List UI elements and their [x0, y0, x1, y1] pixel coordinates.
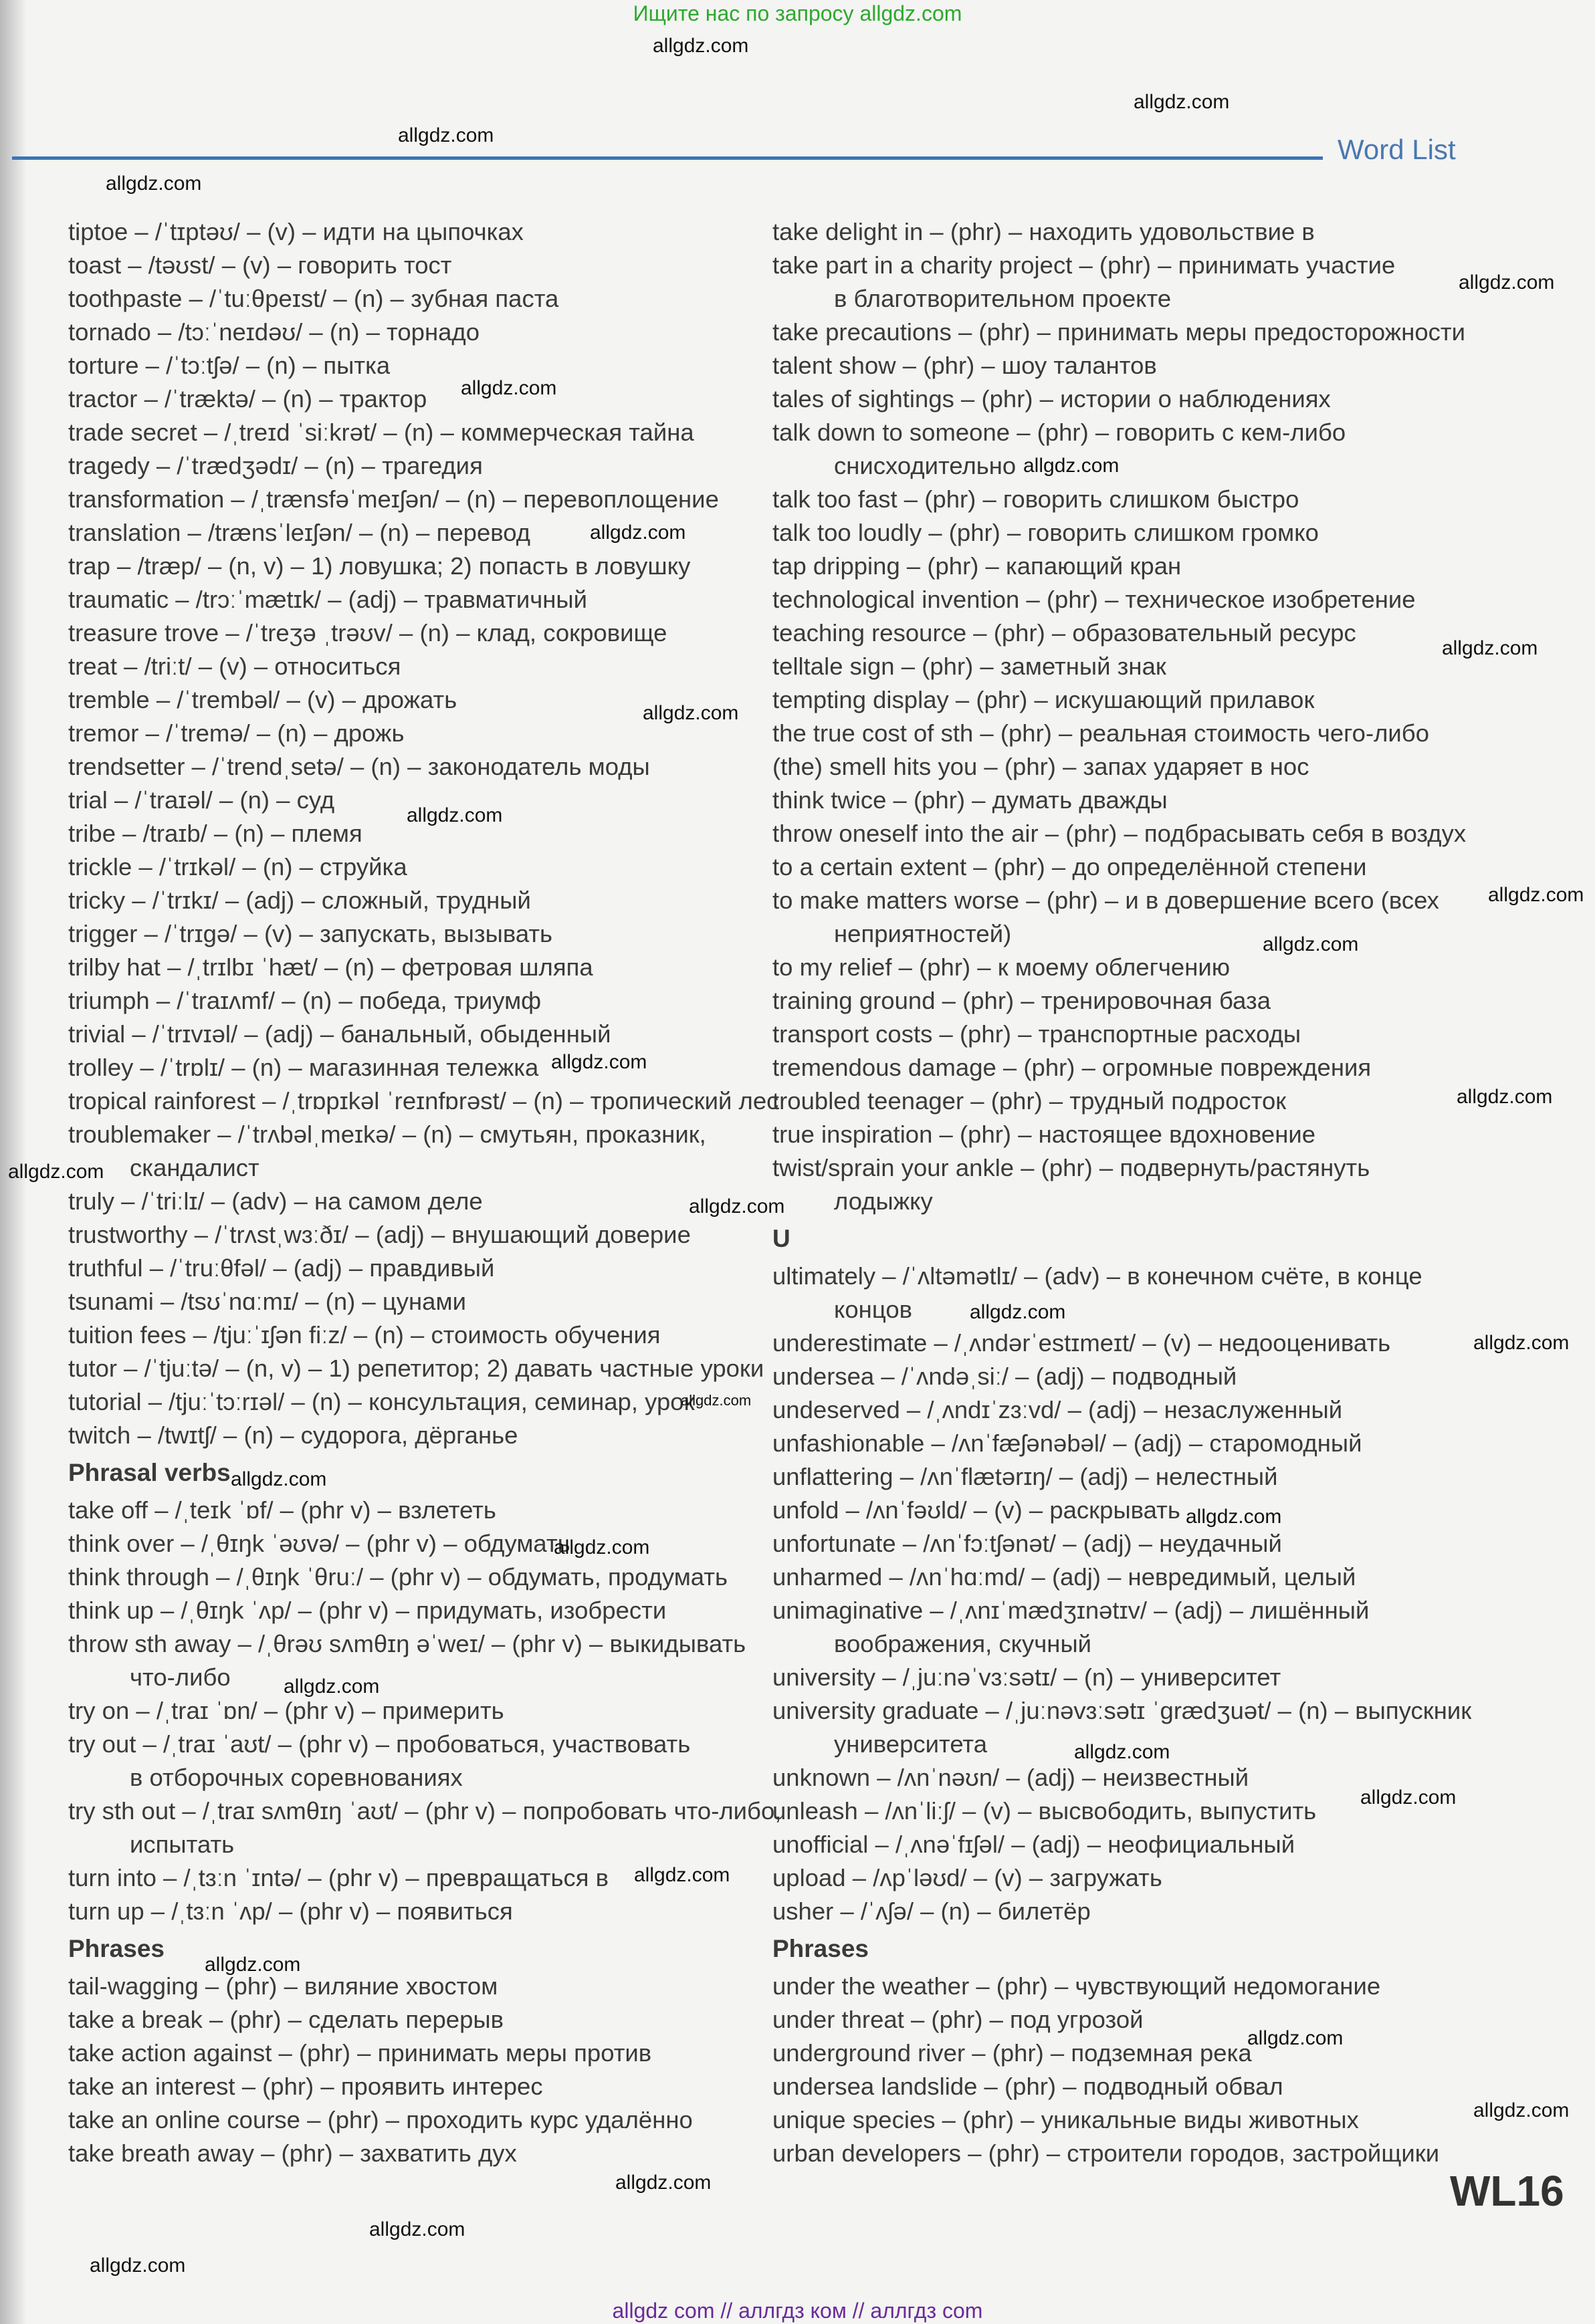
watermark: allgdz.com [407, 804, 503, 826]
entry-continuation: в благотворительном проекте [834, 285, 1172, 312]
word-entry: tutor – /ˈtjuːtə/ – (n, v) – 1) репетитор; 2) давать частные уроки [68, 1355, 764, 1382]
watermark: allgdz.com [284, 1675, 380, 1698]
word-entry: turn into – /ˌtɜːn ˈɪntə/ – (phr v) – превращаться в [68, 1864, 609, 1891]
word-entry: tuition fees – /tjuːˈɪʃən fiːz/ – (n) – стоимость обучения [68, 1321, 661, 1349]
word-entry: unimaginative – /ˌʌnɪˈmædʒɪnətɪv/ – (adj) – лишённый [772, 1597, 1370, 1624]
entry-continuation: концов [834, 1296, 913, 1323]
watermark: allgdz.com [1457, 1086, 1553, 1108]
word-entry: triumph – /ˈtraɪʌmf/ – (n) – победа, триумф [68, 987, 542, 1014]
word-entry: torture – /ˈtɔːtʃə/ – (n) – пытка [68, 352, 391, 379]
word-entry: undersea – /ˈʌndəˌsiː/ – (adj) – подводный [772, 1363, 1237, 1390]
word-entry: take an interest – (phr) – проявить интерес [68, 2073, 543, 2100]
word-entry: think twice – (phr) – думать дважды [772, 786, 1168, 814]
word-entry: under the weather – (phr) – чувствующий недомогание [772, 1972, 1381, 2000]
word-entry: throw sth away – /ˌθrəʊ sʌmθɪŋ əˈweɪ/ – (phr v) – выкидывать [68, 1630, 746, 1657]
word-entry: trivial – /ˈtrɪvɪəl/ – (adj) – банальный, обыденный [68, 1020, 611, 1048]
word-entry: tricky – /ˈtrɪkɪ/ – (adj) – сложный, трудный [68, 887, 531, 914]
word-entry: unfashionable – /ʌnˈfæʃənəbəl/ – (adj) – старомодный [772, 1429, 1362, 1457]
word-entry: troubled teenager – (phr) – трудный подросток [772, 1087, 1287, 1115]
word-entry: tribe – /traɪb/ – (n) – племя [68, 820, 362, 847]
word-entry: to make matters worse – (phr) – и в довершение всего (всех [772, 887, 1439, 914]
watermark: allgdz.com [369, 2218, 465, 2240]
watermark: allgdz.com [231, 1468, 327, 1490]
word-entry: tractor – /ˈtræktə/ – (n) – трактор [68, 385, 427, 413]
word-entry: tremendous damage – (phr) – огромные повреждения [772, 1054, 1372, 1081]
word-entry: technological invention – (phr) – техническое изобретение [772, 586, 1416, 613]
word-entry: undeserved – /ˌʌndɪˈzɜːvd/ – (adj) – незаслуженный [772, 1396, 1343, 1423]
entry-continuation: в отборочных соревнованиях [130, 1764, 463, 1791]
watermark: allgdz.com [205, 1954, 301, 1976]
word-entry: trilby hat – /ˌtrɪlbɪ ˈhæt/ – (n) – фетровая шляпа [68, 953, 593, 981]
entry-continuation: лодыжку [834, 1187, 933, 1215]
watermark: allgdz.com [461, 377, 557, 399]
word-entry: true inspiration – (phr) – настоящее вдохновение [772, 1121, 1316, 1148]
word-entry: tap dripping – (phr) – капающий кран [772, 552, 1182, 580]
word-entry: telltale sign – (phr) – заметный знак [772, 653, 1166, 680]
word-entry: trial – /ˈtraɪəl/ – (n) – суд [68, 786, 335, 814]
page-number: WL16 [1450, 2167, 1564, 2215]
watermark: allgdz.com [634, 1864, 730, 1886]
word-entry: throw oneself into the air – (phr) – подбрасывать себя в воздух [772, 820, 1467, 847]
word-entry: trade secret – /ˌtreɪd ˈsiːkrət/ – (n) – коммерческая тайна [68, 419, 694, 446]
watermark: allgdz.com [590, 521, 686, 544]
entry-continuation: университета [834, 1730, 988, 1758]
watermark: allgdz.com [106, 172, 202, 195]
word-entry: try on – /ˌtraɪ ˈɒn/ – (phr v) – примерить [68, 1697, 504, 1724]
watermark: allgdz.com [970, 1301, 1066, 1323]
word-entry: trolley – /ˈtrɒlɪ/ – (n) – магазинная тележка [68, 1054, 539, 1081]
watermark: allgdz.com [615, 2172, 712, 2194]
word-entry: take precautions – (phr) – принимать меры предосторожности [772, 318, 1466, 346]
word-entry: unfold – /ʌnˈfəʊld/ – (v) – раскрывать [772, 1496, 1180, 1524]
word-entry: toast – /təʊst/ – (v) – говорить тост [68, 251, 452, 279]
word-entry: tragedy – /ˈtrædʒədɪ/ – (n) – трагедия [68, 452, 483, 479]
word-entry: think over – /ˌθɪŋk ˈəʊvə/ – (phr v) – обдумать [68, 1530, 570, 1557]
word-entry: urban developers – (phr) – строители городов, застройщики [772, 2139, 1440, 2167]
word-entry: talk too fast – (phr) – говорить слишком быстро [772, 485, 1299, 513]
word-entry: tutorial – /tjuːˈtɔːrɪəl/ – (n) – консультация, семинар, урок [68, 1388, 695, 1415]
entry-continuation: что-либо [130, 1663, 231, 1691]
word-entry: take an online course – (phr) – проходить курс удалённо [68, 2106, 693, 2133]
word-entry: trigger – /ˈtrɪgə/ – (v) – запускать, вызывать [68, 920, 553, 947]
word-entry: troublemaker – /ˈtrʌbəlˌmeɪkə/ – (n) – смутьян, проказник, [68, 1121, 706, 1148]
word-entry: to a certain extent – (phr) – до определённой степени [772, 853, 1367, 881]
word-entry: tiptoe – /ˈtɪptəʊ/ – (v) – идти на цыпочках [68, 218, 524, 245]
watermark: allgdz.com [653, 35, 749, 57]
word-entry: twist/sprain your ankle – (phr) – подвернуть/растянуть [772, 1154, 1370, 1181]
watermark: allgdz.com [1023, 455, 1120, 477]
word-entry: upload – /ʌpˈləʊd/ – (v) – загружать [772, 1864, 1162, 1891]
watermark: allgdz.com [1473, 2099, 1570, 2121]
word-entry: tremble – /ˈtrembəl/ – (v) – дрожать [68, 686, 457, 713]
word-entry: try out – /ˌtraɪ ˈaʊt/ – (phr v) – пробоваться, участвовать [68, 1730, 691, 1758]
word-entry: tremor – /ˈtremə/ – (n) – дрожь [68, 719, 405, 747]
word-entry: tail-wagging – (phr) – виляние хвостом [68, 1972, 498, 2000]
word-entry: try sth out – /ˌtraɪ sʌmθɪŋ ˈaʊt/ – (phr v) – попробовать что-либо, [68, 1797, 782, 1825]
right-column [772, 215, 1481, 2170]
word-entry: unique species – (phr) – уникальные виды животных [772, 2106, 1359, 2133]
watermark: allgdz.com [90, 2254, 186, 2277]
entry-continuation: испытать [130, 1831, 235, 1858]
word-entry: treat – /triːt/ – (v) – относиться [68, 653, 401, 680]
word-entry: turn up – /ˌtɜːn ˈʌp/ – (phr v) – появиться [68, 1897, 513, 1925]
word-entry: talk down to someone – (phr) – говорить с кем-либо [772, 419, 1346, 446]
word-entry: unflattering – /ʌnˈflætərɪŋ/ – (adj) – нелестный [772, 1463, 1278, 1490]
word-entry: take a break – (phr) – сделать перерыв [68, 2006, 504, 2033]
word-entry: undersea landslide – (phr) – подводный обвал [772, 2073, 1283, 2100]
word-entry: university – /ˌjuːnəˈvɜːsətɪ/ – (n) – университет [772, 1663, 1281, 1691]
word-entry: translation – /trænsˈleɪʃən/ – (n) – перевод [68, 519, 531, 546]
section-heading: U [772, 1225, 790, 1252]
word-entry: trap – /træp/ – (n, v) – 1) ловушка; 2) попасть в ловушку [68, 552, 691, 580]
section-heading: Phrasal verbs [68, 1459, 231, 1486]
word-entry: trendsetter – /ˈtrendˌsetə/ – (n) – законодатель моды [68, 753, 650, 780]
word-entry: toothpaste – /ˈtuːθpeɪst/ – (n) – зубная паста [68, 285, 559, 312]
word-entry: treasure trove – /ˈtreʒə ˌtrəʊv/ – (n) – клад, сокровище [68, 619, 667, 647]
watermark: allgdz.com [551, 1051, 647, 1073]
word-entry: take breath away – (phr) – захватить дух [68, 2139, 517, 2167]
word-entry: unharmed – /ʌnˈhɑːmd/ – (adj) – невредимый, целый [772, 1563, 1356, 1591]
word-entry: take part in a charity project – (phr) – принимать участие [772, 251, 1396, 279]
word-entry: (the) smell hits you – (phr) – запах ударяет в нос [772, 753, 1309, 780]
page-title: Word List [1338, 134, 1456, 165]
word-entry: usher – /ˈʌʃə/ – (n) – билетёр [772, 1897, 1091, 1925]
watermark: allgdz.com [1442, 637, 1538, 659]
word-entry: traumatic – /trɔːˈmætɪk/ – (adj) – травматичный [68, 586, 588, 613]
watermark: allgdz.com [1473, 1332, 1570, 1354]
word-entry: tornado – /tɔːˈneɪdəʊ/ – (n) – торнадо [68, 318, 480, 346]
word-entry: truthful – /ˈtruːθfəl/ – (adj) – правдивый [68, 1254, 495, 1282]
word-entry: take off – /ˌteɪk ˈɒf/ – (phr v) – взлететь [68, 1496, 496, 1524]
top-banner[interactable]: Ищите нас по запросу allgdz.com [633, 1, 962, 25]
word-entry: underground river – (phr) – подземная река [772, 2039, 1252, 2067]
word-entry: under threat – (phr) – под угрозой [772, 2006, 1144, 2033]
footer-links[interactable]: allgdz com // аллгдз ком // аллгдз com [612, 2299, 983, 2323]
watermark: allgdz.com [1360, 1786, 1457, 1809]
watermark: allgdz.com [1186, 1506, 1282, 1528]
word-entry: to my relief – (phr) – к моему облегчению [772, 953, 1231, 981]
section-heading: Phrases [68, 1935, 165, 1962]
word-entry: training ground – (phr) – тренировочная база [772, 987, 1271, 1014]
word-entry: take action against – (phr) – принимать меры против [68, 2039, 652, 2067]
entry-continuation: воображения, скучный [834, 1630, 1092, 1657]
word-entry: underestimate – /ˌʌndərˈestɪmeɪt/ – (v) – недооценивать [772, 1329, 1391, 1357]
word-entry: the true cost of sth – (phr) – реальная стоимость чего-либо [772, 719, 1430, 747]
word-entry: tales of sightings – (phr) – истории о наблюдениях [772, 385, 1331, 413]
watermark: allgdz.com [1488, 884, 1584, 906]
word-entry: unofficial – /ˌʌnəˈfɪʃəl/ – (adj) – неофициальный [772, 1831, 1295, 1858]
entry-continuation: снисходительно [834, 452, 1017, 479]
word-entry: unleash – /ʌnˈliːʃ/ – (v) – высвободить, выпустить [772, 1797, 1317, 1825]
word-entry: tempting display – (phr) – искушающий прилавок [772, 686, 1315, 713]
section-heading: Phrases [772, 1935, 869, 1962]
word-entry: think up – /ˌθɪŋk ˈʌp/ – (phr v) – придумать, изобрести [68, 1597, 667, 1624]
word-entry: university graduate – /ˌjuːnəvɜːsətɪ ˈgrædʒuət/ – (n) – выпускник [772, 1697, 1472, 1724]
watermark: allgdz.com [689, 1195, 785, 1217]
word-entry: twitch – /twɪtʃ/ – (n) – судорога, дёрганье [68, 1421, 518, 1449]
word-entry: take delight in – (phr) – находить удовольствие в [772, 218, 1315, 245]
word-entry: trustworthy – /ˈtrʌstˌwɜːðɪ/ – (adj) – внушающий доверие [68, 1221, 691, 1248]
word-entry: trickle – /ˈtrɪkəl/ – (n) – струйка [68, 853, 407, 881]
word-entry: unknown – /ʌnˈnəʊn/ – (adj) – неизвестный [772, 1764, 1249, 1791]
word-entry: truly – /ˈtriːlɪ/ – (adv) – на самом деле [68, 1187, 483, 1215]
watermark: allgdz.com [1074, 1741, 1170, 1763]
watermark: allgdz.com [643, 702, 739, 724]
word-entry: talk too loudly – (phr) – говорить слишком громко [772, 519, 1319, 546]
watermark: allgdz.com [681, 1392, 752, 1409]
word-entry: tsunami – /tsʊˈnɑːmɪ/ – (n) – цунами [68, 1288, 466, 1315]
word-entry: teaching resource – (phr) – образовательный ресурс [772, 619, 1356, 647]
watermark: allgdz.com [1263, 933, 1359, 955]
word-entry: ultimately – /ˈʌltəmətlɪ/ – (adv) – в конечном счёте, в конце [772, 1262, 1422, 1290]
watermark: allgdz.com [398, 124, 494, 146]
entry-continuation: неприятностей) [834, 920, 1012, 947]
watermark: allgdz.com [1247, 2027, 1344, 2049]
word-entry: think through – /ˌθɪŋk ˈθruː/ – (phr v) – обдумать, продумать [68, 1563, 728, 1591]
word-entry: unfortunate – /ʌnˈfɔːtʃənət/ – (adj) – неудачный [772, 1530, 1282, 1557]
word-entry: transport costs – (phr) – транспортные расходы [772, 1020, 1301, 1048]
entry-continuation: скандалист [130, 1154, 259, 1181]
header-rule [12, 156, 1323, 160]
word-entry: tropical rainforest – /ˌtrɒpɪkəl ˈreɪnfɒrəst/ – (n) – тропический лес [68, 1087, 779, 1115]
word-entry: transformation – /ˌtrænsfəˈmeɪʃən/ – (n) – перевоплощение [68, 485, 719, 513]
watermark: allgdz.com [8, 1161, 104, 1183]
watermark: allgdz.com [1459, 271, 1555, 294]
word-entry: talent show – (phr) – шоу талантов [772, 352, 1157, 379]
watermark: allgdz.com [554, 1536, 650, 1558]
watermark: allgdz.com [1134, 91, 1230, 113]
